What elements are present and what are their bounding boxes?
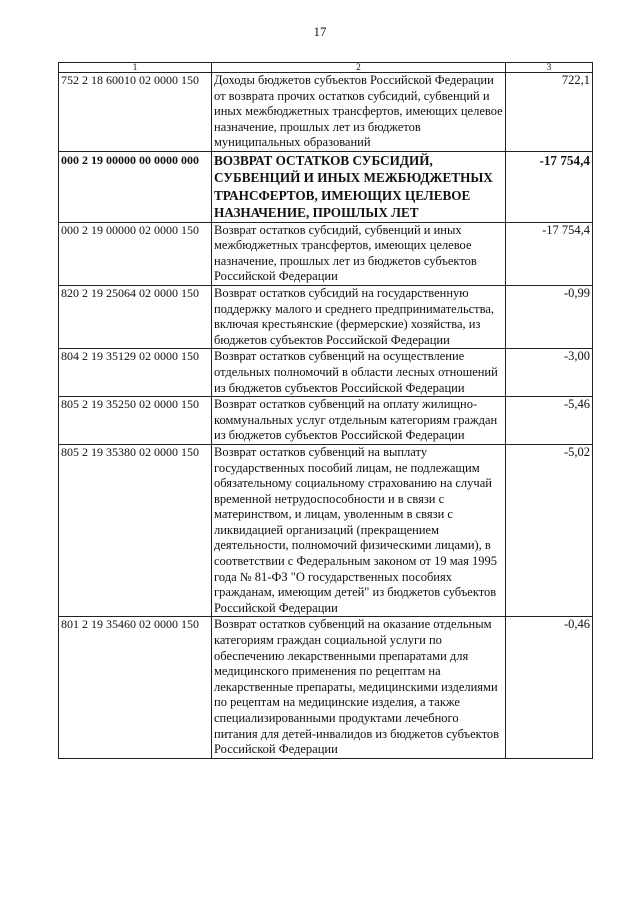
table-row — [59, 73, 593, 152]
table-row — [59, 285, 593, 348]
table-row — [59, 349, 593, 397]
table-row — [59, 222, 593, 285]
amount-cell: -17 754,4 — [506, 151, 593, 222]
column-number-1: 1 — [59, 63, 212, 73]
amount-cell: -0,46 — [506, 617, 593, 758]
table-row-section-total — [59, 151, 593, 222]
budget-code-cell: 805 2 19 35380 02 0000 150 — [59, 444, 212, 617]
budget-code-cell: 820 2 19 25064 02 0000 150 — [59, 285, 212, 348]
description-cell: Возврат остатков субвенций на оплату жилищно-коммунальных услуг отдельным категориям граждан из бюджетов субъектов Российской Федерации — [212, 397, 506, 445]
amount-cell: -5,46 — [506, 397, 593, 445]
description-cell: ВОЗВРАТ ОСТАТКОВ СУБСИДИЙ, СУБВЕНЦИЙ И ИНЫХ МЕЖБЮДЖЕТНЫХ ТРАНСФЕРТОВ, ИМЕЮЩИХ ЦЕЛЕВОЕ НАЗНАЧЕНИЕ, ПРОШЛЫХ ЛЕТ — [212, 151, 506, 222]
table-row — [59, 397, 593, 445]
page-number: 17 — [313, 24, 327, 39]
amount-cell: -5,02 — [506, 444, 593, 617]
budget-code-cell: 000 2 19 00000 00 0000 000 — [59, 151, 212, 222]
table-row — [59, 444, 593, 617]
amount-cell: 722,1 — [506, 73, 593, 152]
description-cell: Возврат остатков субсидий, субвенций и иных межбюджетных трансфертов, имеющих целевое назначение, прошлых лет из бюджетов субъектов Российской Федерации — [212, 222, 506, 285]
budget-code-cell: 804 2 19 35129 02 0000 150 — [59, 349, 212, 397]
description-cell: Возврат остатков субсидий на государственную поддержку малого и среднего предпринимательства, включая крестьянские (фермерские) хозяйства, из бюджетов субъектов Российской Федерации — [212, 285, 506, 348]
budget-code-cell: 000 2 19 00000 02 0000 150 — [59, 222, 212, 285]
description-cell: Возврат остатков субвенций на выплату государственных пособий лицам, не подлежащим обязательному социальному страхованию на случай временной нетрудоспособности и в связи с материнством, и лицам, уволенным в связи с ликвидацией организаций (прекращением деятельности, полномочий физическими лицами), в соответствии с Федеральным законом от 19 мая 1995 года № 81-ФЗ "О государственных пособиях гражданам, имеющим детей" из бюджетов субъектов Российской Федерации — [212, 444, 506, 617]
table-header-row — [59, 63, 593, 73]
column-number-3: 3 — [506, 63, 593, 73]
amount-cell: -3,00 — [506, 349, 593, 397]
column-number-2: 2 — [212, 63, 506, 73]
amount-cell: -0,99 — [506, 285, 593, 348]
description-cell: Возврат остатков субвенций на осуществление отдельных полномочий в области лесных отношений из бюджетов субъектов Российской Федерации — [212, 349, 506, 397]
table-row — [59, 617, 593, 758]
description-cell: Возврат остатков субвенций на оказание отдельным категориям граждан социальной услуги по обеспечению лекарственными препаратами для медицинского применения по рецептам на лекарственные препараты, медицинскими изделиями по рецептам на медицинские изделия, а также специализированными продуктами лечебного питания для детей-инвалидов из бюджетов субъектов Российской Федерации — [212, 617, 506, 758]
amount-cell: -17 754,4 — [506, 222, 593, 285]
description-cell: Доходы бюджетов субъектов Российской Федерации от возврата прочих остатков субсидий, субвенций и иных межбюджетных трансфертов, имеющих целевое назначение, прошлых лет из бюджетов муниципальных образований — [212, 73, 506, 152]
budget-code-cell: 801 2 19 35460 02 0000 150 — [59, 617, 212, 758]
budget-table — [58, 62, 593, 759]
budget-code-cell: 752 2 18 60010 02 0000 150 — [59, 73, 212, 152]
budget-code-cell: 805 2 19 35250 02 0000 150 — [59, 397, 212, 445]
